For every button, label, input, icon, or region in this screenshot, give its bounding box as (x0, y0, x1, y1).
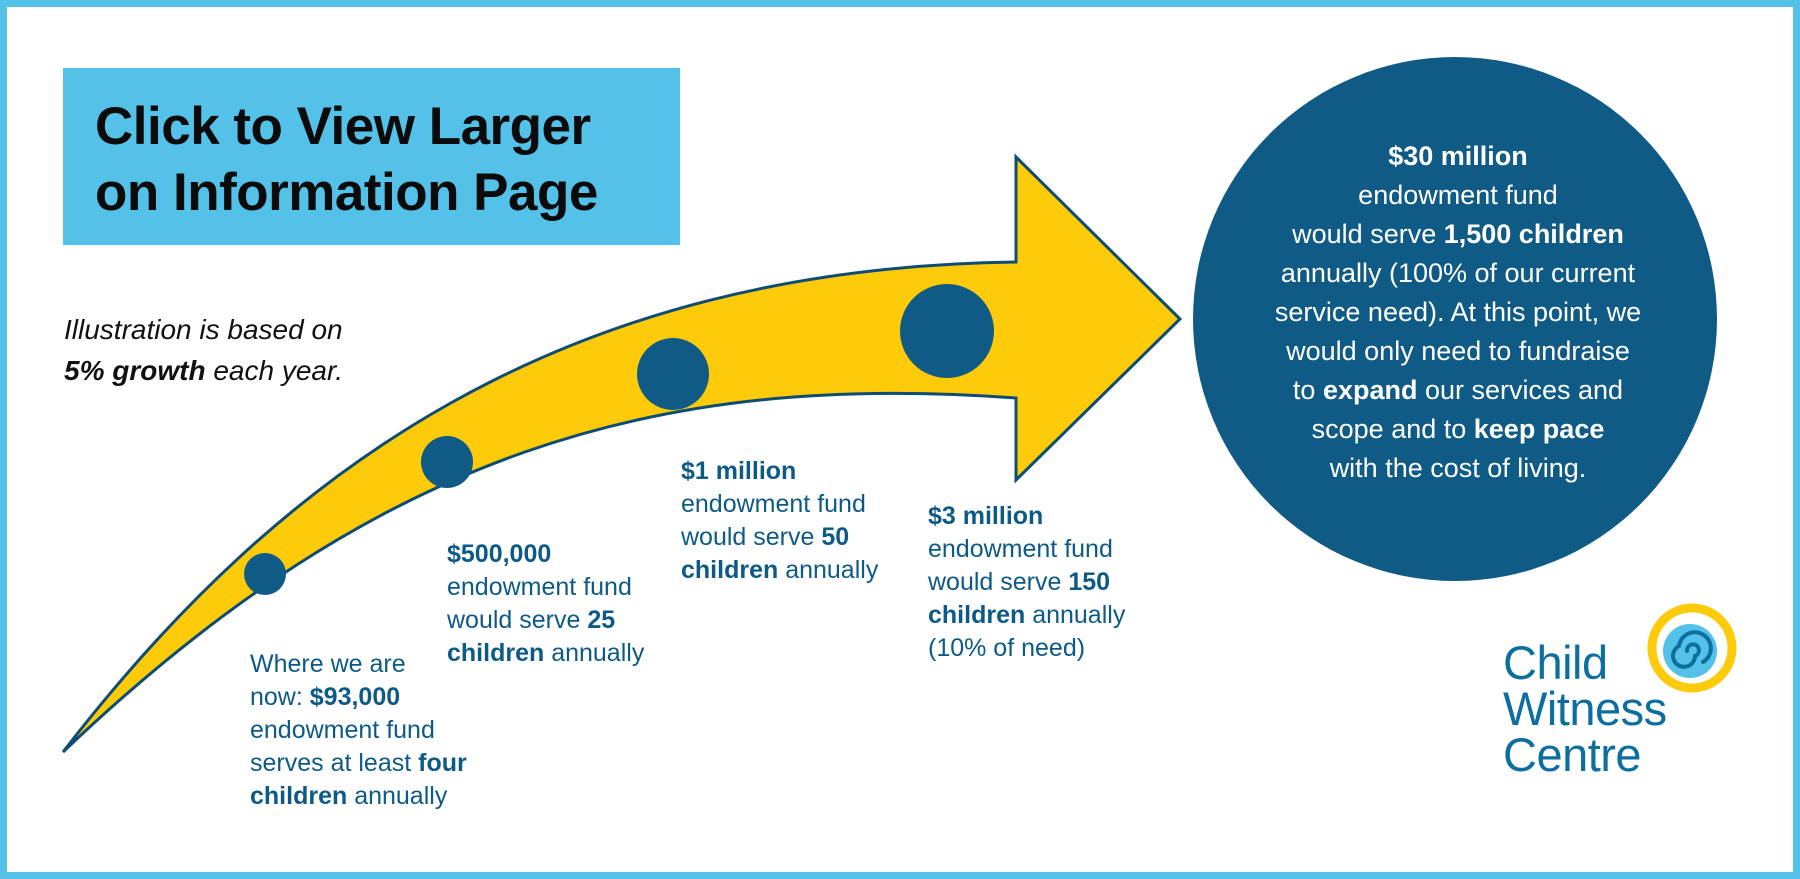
goal-line-8-pre: scope and to (1311, 414, 1474, 444)
milestone-1m-line-3 (681, 521, 878, 554)
milestone-1m-count: 50 (821, 523, 850, 551)
milestone-3m-line-1 (928, 500, 1125, 533)
milestone-now-children: children (250, 782, 348, 810)
logo-line-3: Centre (1503, 728, 1642, 781)
milestone-dot-3m (900, 284, 994, 378)
goal-line-3-pre: would serve (1292, 219, 1444, 249)
milestone-500k-amount: $500,000 (447, 540, 552, 568)
goal-line-7-rest: our services and (1417, 375, 1624, 405)
milestone-3m-line-3 (928, 566, 1125, 599)
milestone-now-line-1: Where we are (250, 650, 406, 678)
milestone-1m-amount: $1 million (681, 457, 797, 485)
goal-keep-pace: keep pace (1473, 414, 1605, 444)
milestone-3m-amount: $3 million (928, 502, 1044, 530)
milestone-now-amount: $93,000 (309, 683, 401, 711)
logo-wordmark (1503, 636, 1667, 781)
logo-line-2: Witness (1503, 682, 1667, 735)
milestone-500k-line-1 (447, 538, 644, 571)
note-line-1: Illustration is based on (64, 314, 343, 345)
milestone-500k-children: children (447, 639, 545, 667)
goal-line-6: would only need to fundraise (1286, 336, 1630, 366)
goal-line-7 (1188, 371, 1728, 410)
milestone-500k-count: 25 (587, 606, 616, 634)
milestone-1m-line-4-rest: annually (778, 556, 879, 584)
view-larger-button[interactable] (63, 68, 680, 245)
goal-children-count: 1,500 children (1443, 219, 1624, 249)
milestone-1m-line-2: endowment fund (681, 490, 866, 518)
milestone-3m-line-4-rest: annually (1025, 601, 1126, 629)
milestone-now-line-4 (250, 747, 467, 780)
milestone-1m-line-3-pre: would serve (681, 523, 822, 551)
goal-line-7-pre: to (1292, 375, 1323, 405)
milestone-1m-line-1 (681, 455, 878, 488)
goal-line-1 (1188, 137, 1728, 176)
goal-line-4: annually (100% of our current (1280, 258, 1636, 288)
milestone-3m-line-5: (10% of need) (928, 634, 1086, 662)
cta-line-2: on Information Page (95, 163, 598, 222)
milestone-500k-line-4-rest: annually (544, 639, 645, 667)
milestone-1m-line-4 (681, 554, 878, 587)
milestone-now-line-5-rest: annually (347, 782, 448, 810)
milestone-3m-children: children (928, 601, 1026, 629)
note-line-2 (64, 350, 343, 391)
goal-amount: $30 million (1388, 141, 1528, 171)
milestone-500k-line-3 (447, 604, 644, 637)
milestone-500k-line-2: endowment fund (447, 573, 632, 601)
goal-line-8 (1188, 410, 1728, 449)
milestone-1m (681, 455, 878, 587)
milestone-500k-line-3-pre: would serve (447, 606, 588, 634)
milestone-now (250, 648, 467, 813)
note-line-2-rest: each year. (205, 355, 344, 386)
milestone-now-line-4-pre: serves at least (250, 749, 419, 777)
milestone-now-line-5 (250, 780, 467, 813)
milestone-now-line-2-pre: now: (250, 683, 310, 711)
milestone-dot-500k (421, 436, 473, 488)
milestone-now-line-3: endowment fund (250, 716, 435, 744)
growth-note (64, 309, 343, 391)
milestone-now-count: four (418, 749, 467, 777)
goal-line-3 (1188, 215, 1728, 254)
milestone-3m-count: 150 (1068, 568, 1111, 596)
milestone-3m-line-3-pre: would serve (928, 568, 1069, 596)
milestone-dot-1m (637, 338, 709, 410)
cta-line-1: Click to View Larger (95, 97, 591, 156)
milestone-now-line-2 (250, 681, 467, 714)
milestone-500k-line-4 (447, 637, 644, 670)
goal-line-5: service need). At this point, we (1274, 297, 1642, 327)
goal-expand: expand (1322, 375, 1418, 405)
logo-line-1: Child (1503, 636, 1608, 689)
milestone-3m-line-4 (928, 599, 1125, 632)
milestone-3m (928, 500, 1125, 665)
goal-description (1188, 137, 1728, 488)
goal-line-9: with the cost of living. (1329, 453, 1587, 483)
note-growth-rate: 5% growth (64, 355, 206, 386)
milestone-500k (447, 538, 644, 670)
milestone-3m-line-2: endowment fund (928, 535, 1113, 563)
milestone-dot-now (244, 553, 286, 595)
goal-line-2: endowment fund (1358, 180, 1558, 210)
milestone-1m-children: children (681, 556, 779, 584)
